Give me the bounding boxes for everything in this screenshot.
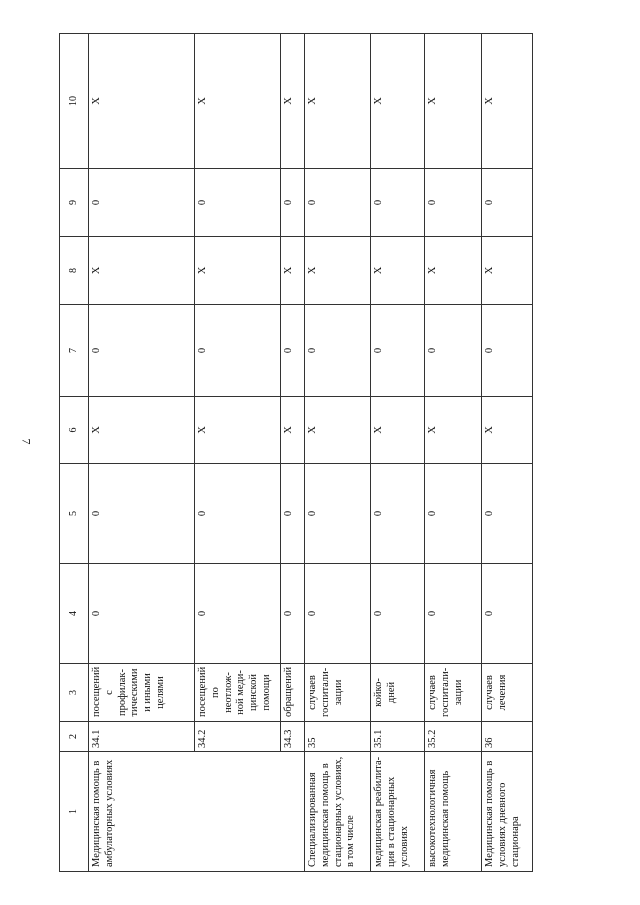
cell-value: Х bbox=[482, 34, 533, 169]
cell-value: 0 bbox=[89, 564, 195, 664]
cell-value: 0 bbox=[425, 564, 482, 664]
cell-value: 0 bbox=[425, 305, 482, 397]
column-header: 8 bbox=[60, 237, 89, 305]
cell-value: 0 bbox=[482, 464, 533, 564]
cell-value: Х bbox=[281, 34, 305, 169]
row-unit: случаев госпитали-зации bbox=[305, 664, 371, 722]
page-number: 7 bbox=[19, 438, 34, 445]
row-unit: случаев госпитали-зации bbox=[425, 664, 482, 722]
cell-value: 0 bbox=[89, 169, 195, 237]
cell-value: 0 bbox=[305, 305, 371, 397]
cell-value: Х bbox=[371, 34, 425, 169]
row-unit: койко-дней bbox=[371, 664, 425, 722]
cell-value: Х bbox=[195, 237, 281, 305]
row-name: медицинская реабилита-ция в стационарных условиях bbox=[371, 752, 425, 872]
cell-value: 0 bbox=[371, 564, 425, 664]
cell-value: Х bbox=[371, 237, 425, 305]
row-name: высокотехнологичная медицинская помощь bbox=[425, 752, 482, 872]
cell-value: Х bbox=[305, 34, 371, 169]
cell-value: 0 bbox=[305, 169, 371, 237]
row-code: 34.1 bbox=[89, 722, 195, 752]
cell-value: Х bbox=[482, 237, 533, 305]
cell-value: 0 bbox=[195, 564, 281, 664]
column-header: 2 bbox=[60, 722, 89, 752]
row-code: 34.2 bbox=[195, 722, 281, 752]
cell-value: Х bbox=[425, 397, 482, 464]
row-name: Медицинская помощь в амбулаторных условиях bbox=[89, 752, 305, 872]
cell-value: 0 bbox=[195, 464, 281, 564]
row-code: 35.2 bbox=[425, 722, 482, 752]
cell-value: 0 bbox=[281, 464, 305, 564]
table-row bbox=[195, 34, 281, 872]
cell-value: 0 bbox=[305, 464, 371, 564]
column-header: 3 bbox=[60, 664, 89, 722]
header-row bbox=[60, 34, 89, 872]
cell-value: Х bbox=[195, 397, 281, 464]
cell-value: Х bbox=[281, 397, 305, 464]
column-header: 10 bbox=[60, 34, 89, 169]
cell-value: Х bbox=[482, 397, 533, 464]
row-code: 35.1 bbox=[371, 722, 425, 752]
cell-value: Х bbox=[89, 397, 195, 464]
cell-value: 0 bbox=[195, 305, 281, 397]
row-unit: случаев лечения bbox=[482, 664, 533, 722]
column-header: 6 bbox=[60, 397, 89, 464]
cell-value: Х bbox=[281, 237, 305, 305]
cell-value: 0 bbox=[371, 464, 425, 564]
cell-value: 0 bbox=[281, 305, 305, 397]
row-name: Специализированная медицинская помощь в стационарных условиях, в том числе bbox=[305, 752, 371, 872]
row-code: 34.3 bbox=[281, 722, 305, 752]
table-row bbox=[482, 34, 533, 872]
table-row bbox=[425, 34, 482, 872]
cell-value: 0 bbox=[425, 169, 482, 237]
cell-value: Х bbox=[425, 34, 482, 169]
cell-value: 0 bbox=[305, 564, 371, 664]
cell-value: Х bbox=[305, 237, 371, 305]
cell-value: 0 bbox=[281, 169, 305, 237]
column-header: 5 bbox=[60, 464, 89, 564]
cell-value: Х bbox=[305, 397, 371, 464]
table-row bbox=[89, 34, 195, 872]
cell-value: Х bbox=[425, 237, 482, 305]
cell-value: Х bbox=[371, 397, 425, 464]
cell-value: 0 bbox=[425, 464, 482, 564]
column-header: 1 bbox=[60, 752, 89, 872]
row-code: 36 bbox=[482, 722, 533, 752]
row-unit: посещений с профилак-тическими и иными целями bbox=[89, 664, 195, 722]
cell-value: 0 bbox=[89, 464, 195, 564]
cell-value: 0 bbox=[482, 564, 533, 664]
table-row bbox=[305, 34, 371, 872]
rotated-table-container bbox=[59, 34, 529, 872]
table-row bbox=[281, 34, 305, 872]
cell-value: Х bbox=[89, 237, 195, 305]
column-header: 4 bbox=[60, 564, 89, 664]
cell-value: 0 bbox=[371, 169, 425, 237]
cell-value: 0 bbox=[281, 564, 305, 664]
row-unit: посещений по неотлож-ной меди-цинской помощи bbox=[195, 664, 281, 722]
column-header: 9 bbox=[60, 169, 89, 237]
table-row bbox=[371, 34, 425, 872]
cell-value: 0 bbox=[482, 305, 533, 397]
cell-value: 0 bbox=[89, 305, 195, 397]
row-unit: обращений bbox=[281, 664, 305, 722]
data-table bbox=[59, 33, 533, 872]
cell-value: Х bbox=[195, 34, 281, 169]
row-name: Медицинская помощь в условиях дневного стационара bbox=[482, 752, 533, 872]
cell-value: 0 bbox=[195, 169, 281, 237]
cell-value: 0 bbox=[371, 305, 425, 397]
row-code: 35 bbox=[305, 722, 371, 752]
cell-value: 0 bbox=[482, 169, 533, 237]
column-header: 7 bbox=[60, 305, 89, 397]
cell-value: Х bbox=[89, 34, 195, 169]
